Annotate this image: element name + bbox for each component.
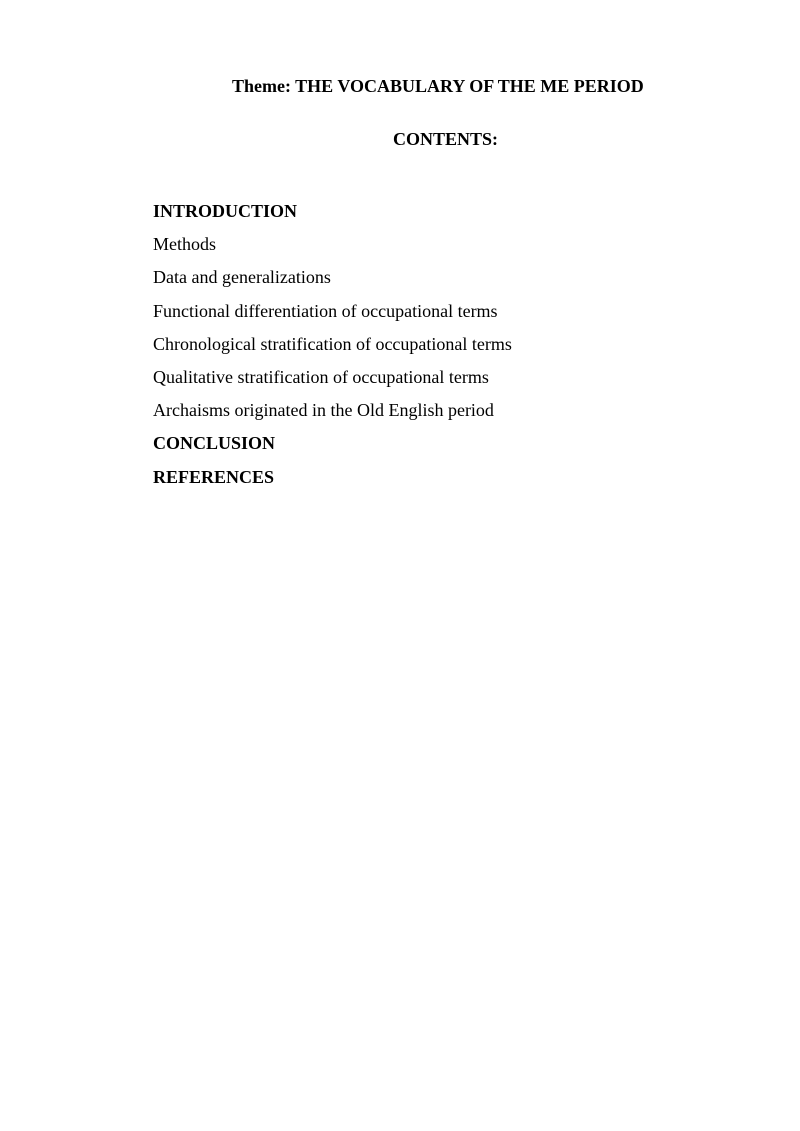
- contents-heading: CONTENTS:: [393, 129, 499, 149]
- table-of-contents: [153, 200, 512, 499]
- toc-item-conclusion: CONCLUSION: [153, 433, 276, 454]
- toc-item-introduction: INTRODUCTION: [153, 201, 298, 221]
- toc-item-qualitative-stratification: Qualitative stratification of occupational terms: [153, 366, 489, 387]
- toc-item-chronological-stratification: Chronological stratification of occupational terms: [153, 333, 512, 354]
- toc-item-archaisms: Archaisms originated in the Old English period: [153, 400, 494, 421]
- toc-item-functional-differentiation: Functional differentiation of occupational terms: [153, 300, 498, 321]
- toc-item-references: REFERENCES: [153, 466, 275, 487]
- toc-item-data-and-generalizations: Data and generalizations: [153, 267, 331, 288]
- document-theme-title: Theme: THE VOCABULARY OF THE ME PERIOD: [232, 76, 644, 96]
- toc-item-methods: Methods: [153, 234, 216, 255]
